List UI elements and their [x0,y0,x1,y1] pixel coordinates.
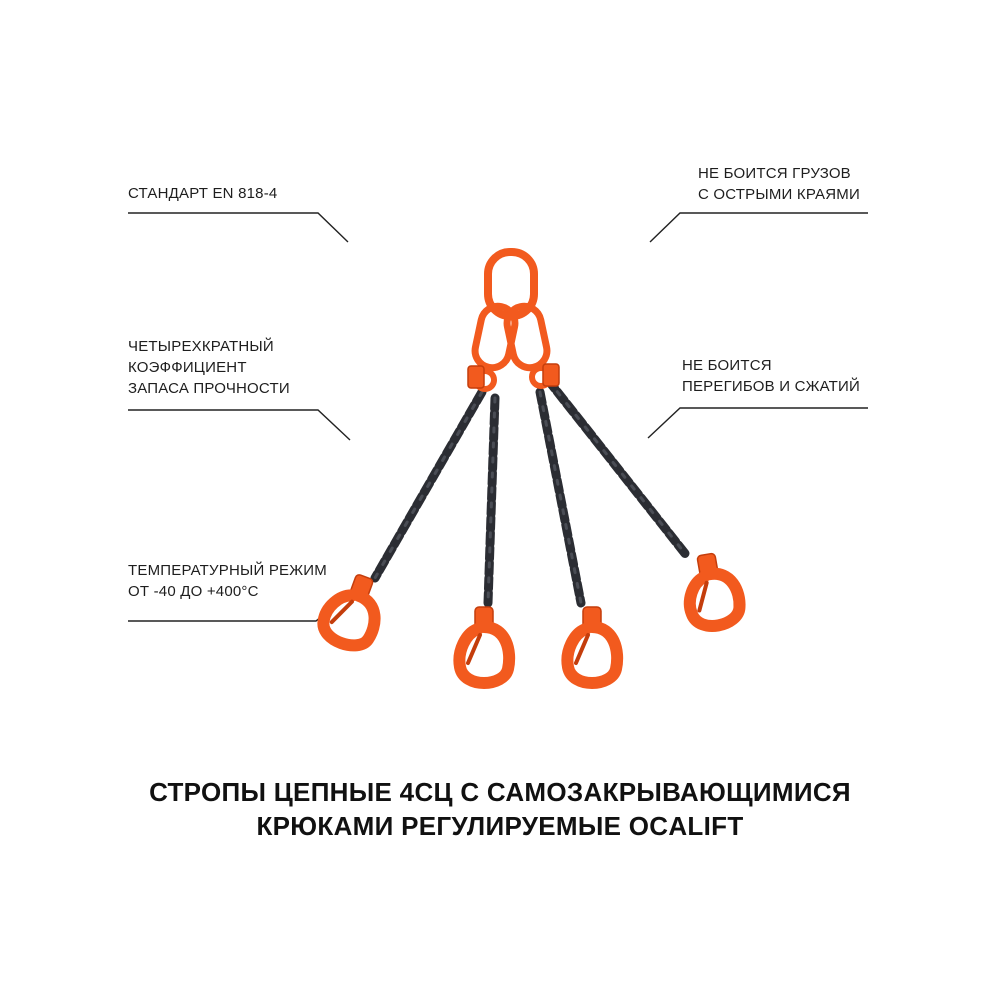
product-title-line-2: КРЮКАМИ РЕГУЛИРУЕМЫЕ OCALIFT [256,811,744,841]
feature-bends-line-1: НЕ БОИТСЯ [682,357,772,374]
chain-legs [375,380,687,603]
self-locking-hook-4 [682,550,743,630]
feature-standard-line-1: СТАНДАРТ EN 818-4 [128,185,278,202]
feature-safety-factor-line-1: ЧЕТЫРЕХКРАТНЫЙ [128,338,274,355]
feature-bends-line-2: ПЕРЕГИБОВ И СЖАТИЙ [682,378,861,395]
feature-temperature-line-2: ОТ -40 ДО +400°С [128,583,259,600]
feature-sharp-edges [698,163,860,205]
leader-line-bends [648,408,868,438]
shortener-clutch-left [468,366,484,388]
leader-line-safety [128,410,350,440]
feature-bends [682,355,860,397]
product-title [0,775,1000,843]
chain-leg-2 [488,398,495,603]
chain-leg-3 [540,392,581,603]
feature-standard [128,183,277,204]
feature-temperature [128,560,327,602]
chain-leg-1 [375,392,482,578]
feature-sharp-edges-line-1: НЕ БОИТСЯ ГРУЗОВ [698,165,851,182]
self-locking-hook-2 [459,607,509,683]
shortener-clutch-right [543,364,559,386]
leader-line-standard [128,213,348,242]
feature-safety-factor-line-2: КОЭФФИЦИЕНТ [128,359,247,376]
feature-safety-factor-line-3: ЗАПАСА ПРОЧНОСТИ [128,380,290,397]
self-locking-hook-3 [567,607,617,683]
leader-line-edges [650,213,868,242]
product-title-line-1: СТРОПЫ ЦЕПНЫЕ 4СЦ С САМОЗАКРЫВАЮЩИМИСЯ [149,777,851,807]
feature-sharp-edges-line-2: С ОСТРЫМИ КРАЯМИ [698,186,860,203]
feature-temperature-line-1: ТЕМПЕРАТУРНЫЙ РЕЖИМ [128,562,327,579]
feature-safety-factor [128,336,290,399]
master-link-assembly [468,252,559,389]
